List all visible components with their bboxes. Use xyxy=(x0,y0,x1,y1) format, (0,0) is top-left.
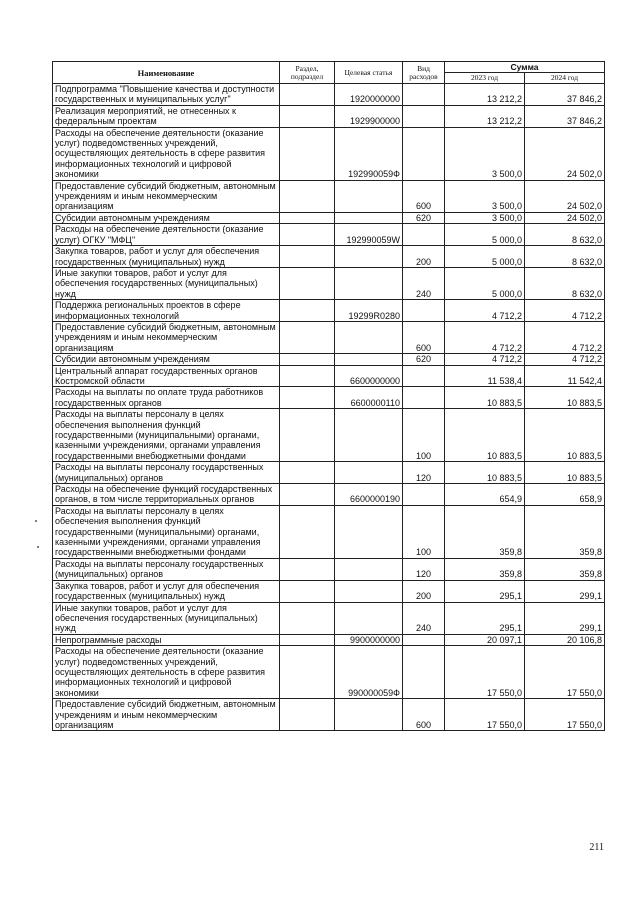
table-row xyxy=(53,602,605,634)
cell-target-article: 192990059W xyxy=(335,224,403,246)
cell-name: Расходы на выплаты персоналу в целях обеспечения выполнения функций государственными (муниципальными) органами, казенными учреждениями, органами управления государственными внебюджетными фондами xyxy=(53,409,280,462)
cell-section xyxy=(280,365,335,387)
cell-sum-2023: 4 712,2 xyxy=(445,354,525,365)
page-number: 211 xyxy=(589,842,604,853)
cell-name: Закупка товаров, работ и услуг для обеспечения государственных (муниципальных) нужд xyxy=(53,580,280,602)
cell-sum-2024: 24 502,0 xyxy=(525,127,605,180)
cell-sum-2024: 4 712,2 xyxy=(525,321,605,353)
cell-target-article xyxy=(335,699,403,731)
table-row xyxy=(53,505,605,558)
cell-expense-type xyxy=(403,365,445,387)
cell-target-article xyxy=(335,462,403,484)
table-row xyxy=(53,212,605,223)
cell-target-article xyxy=(335,321,403,353)
cell-section xyxy=(280,699,335,731)
cell-target-article xyxy=(335,602,403,634)
table-row xyxy=(53,105,605,127)
cell-sum-2024: 658,9 xyxy=(525,484,605,506)
cell-sum-2024: 11 542,4 xyxy=(525,365,605,387)
header-year-2023: 2023 год xyxy=(445,73,525,84)
cell-section xyxy=(280,558,335,580)
cell-sum-2023: 13 212,2 xyxy=(445,105,525,127)
cell-section xyxy=(280,354,335,365)
cell-section xyxy=(280,646,335,699)
cell-expense-type xyxy=(403,387,445,409)
cell-sum-2023: 4 712,2 xyxy=(445,321,525,353)
cell-sum-2023: 654,9 xyxy=(445,484,525,506)
header-year-2024: 2024 год xyxy=(525,73,605,84)
cell-section xyxy=(280,321,335,353)
cell-expense-type: 100 xyxy=(403,409,445,462)
cell-name: Реализация мероприятий, не отнесенных к федеральным проектам xyxy=(53,105,280,127)
cell-target-article: 6600000000 xyxy=(335,365,403,387)
cell-target-article xyxy=(335,246,403,268)
cell-sum-2024: 299,1 xyxy=(525,580,605,602)
cell-expense-type xyxy=(403,224,445,246)
cell-section xyxy=(280,127,335,180)
cell-name: Расходы на обеспечение деятельности (оказание услуг) ОГКУ "МФЦ" xyxy=(53,224,280,246)
cell-section xyxy=(280,246,335,268)
table-row xyxy=(53,580,605,602)
cell-sum-2024: 359,8 xyxy=(525,505,605,558)
cell-expense-type: 600 xyxy=(403,180,445,212)
cell-expense-type: 100 xyxy=(403,505,445,558)
table-row xyxy=(53,387,605,409)
cell-name: Расходы на выплаты персоналу государственных (муниципальных) органов xyxy=(53,462,280,484)
cell-name: Расходы на выплаты персоналу государственных (муниципальных) органов xyxy=(53,558,280,580)
cell-target-article: 192990059Ф xyxy=(335,127,403,180)
cell-expense-type: 120 xyxy=(403,558,445,580)
cell-sum-2023: 10 883,5 xyxy=(445,387,525,409)
cell-section xyxy=(280,212,335,223)
cell-sum-2024: 37 846,2 xyxy=(525,105,605,127)
cell-target-article xyxy=(335,212,403,223)
cell-name: Предоставление субсидий бюджетным, автономным учреждениям и иным некоммерческим организациям xyxy=(53,321,280,353)
cell-section xyxy=(280,180,335,212)
cell-expense-type xyxy=(403,127,445,180)
cell-name: Иные закупки товаров, работ и услуг для обеспечения государственных (муниципальных) нужд xyxy=(53,602,280,634)
cell-name: Расходы на выплаты по оплате труда работников государственных органов xyxy=(53,387,280,409)
cell-section xyxy=(280,602,335,634)
cell-section xyxy=(280,409,335,462)
cell-expense-type: 620 xyxy=(403,354,445,365)
cell-name: Центральный аппарат государственных органов Костромской области xyxy=(53,365,280,387)
table-row xyxy=(53,127,605,180)
table-row xyxy=(53,634,605,645)
header-section: Раздел, подраздел xyxy=(280,62,335,84)
cell-section xyxy=(280,224,335,246)
cell-name: Непрограммные расходы xyxy=(53,634,280,645)
cell-sum-2023: 13 212,2 xyxy=(445,84,525,106)
cell-sum-2024: 17 550,0 xyxy=(525,646,605,699)
cell-target-article xyxy=(335,558,403,580)
cell-sum-2023: 17 550,0 xyxy=(445,646,525,699)
cell-name: Расходы на обеспечение функций государственных органов, в том числе территориальных органов xyxy=(53,484,280,506)
cell-sum-2024: 10 883,5 xyxy=(525,387,605,409)
cell-sum-2024: 4 712,2 xyxy=(525,300,605,322)
cell-target-article: 19299R0280 xyxy=(335,300,403,322)
cell-section xyxy=(280,105,335,127)
table-row xyxy=(53,365,605,387)
cell-sum-2023: 5 000,0 xyxy=(445,267,525,299)
cell-sum-2024: 4 712,2 xyxy=(525,354,605,365)
cell-expense-type xyxy=(403,84,445,106)
cell-sum-2023: 11 538,4 xyxy=(445,365,525,387)
cell-sum-2023: 359,8 xyxy=(445,558,525,580)
table-row xyxy=(53,321,605,353)
cell-sum-2023: 4 712,2 xyxy=(445,300,525,322)
table-row xyxy=(53,300,605,322)
table-body xyxy=(53,84,605,731)
cell-sum-2024: 359,8 xyxy=(525,558,605,580)
cell-name: Подпрограмма "Повышение качества и доступности государственных и муниципальных услуг" xyxy=(53,84,280,106)
cell-sum-2024: 20 106,8 xyxy=(525,634,605,645)
header-name: Наименование xyxy=(53,62,280,84)
cell-expense-type: 600 xyxy=(403,321,445,353)
cell-target-article xyxy=(335,354,403,365)
cell-expense-type: 240 xyxy=(403,602,445,634)
cell-target-article xyxy=(335,180,403,212)
cell-expense-type xyxy=(403,634,445,645)
cell-sum-2023: 10 883,5 xyxy=(445,462,525,484)
cell-sum-2023: 295,1 xyxy=(445,602,525,634)
cell-target-article xyxy=(335,409,403,462)
cell-sum-2023: 20 097,1 xyxy=(445,634,525,645)
table-header xyxy=(53,62,605,84)
cell-target-article: 1929900000 xyxy=(335,105,403,127)
cell-sum-2024: 24 502,0 xyxy=(525,180,605,212)
cell-expense-type: 620 xyxy=(403,212,445,223)
table-row xyxy=(53,409,605,462)
scan-speck xyxy=(35,520,37,522)
cell-name: Иные закупки товаров, работ и услуг для обеспечения государственных (муниципальных) нужд xyxy=(53,267,280,299)
table-row xyxy=(53,354,605,365)
cell-target-article: 6600000110 xyxy=(335,387,403,409)
cell-name: Расходы на обеспечение деятельности (оказание услуг) подведомственных учреждений, осуществляющих деятельность в сфере развития информационных технологий и цифровой экономики xyxy=(53,127,280,180)
table-row xyxy=(53,224,605,246)
table-row xyxy=(53,267,605,299)
cell-sum-2024: 37 846,2 xyxy=(525,84,605,106)
header-sum: Сумма xyxy=(445,62,605,73)
cell-name: Субсидии автономным учреждениям xyxy=(53,354,280,365)
cell-section xyxy=(280,84,335,106)
budget-table xyxy=(52,61,605,731)
cell-name: Поддержка региональных проектов в сфере информационных технологий xyxy=(53,300,280,322)
cell-section xyxy=(280,634,335,645)
cell-target-article: 6600000190 xyxy=(335,484,403,506)
cell-expense-type xyxy=(403,300,445,322)
cell-name: Закупка товаров, работ и услуг для обеспечения государственных (муниципальных) нужд xyxy=(53,246,280,268)
cell-target-article xyxy=(335,580,403,602)
header-target: Целевая статья xyxy=(335,62,403,84)
scan-speck xyxy=(37,546,39,548)
cell-expense-type: 240 xyxy=(403,267,445,299)
cell-expense-type: 600 xyxy=(403,699,445,731)
cell-expense-type xyxy=(403,646,445,699)
cell-sum-2023: 3 500,0 xyxy=(445,127,525,180)
cell-sum-2024: 10 883,5 xyxy=(525,462,605,484)
cell-target-article: 1920000000 xyxy=(335,84,403,106)
table-row xyxy=(53,180,605,212)
cell-section xyxy=(280,462,335,484)
table-row xyxy=(53,558,605,580)
header-type: Вид расходов xyxy=(403,62,445,84)
cell-sum-2023: 295,1 xyxy=(445,580,525,602)
cell-sum-2024: 17 550,0 xyxy=(525,699,605,731)
cell-sum-2023: 5 000,0 xyxy=(445,246,525,268)
table-row xyxy=(53,84,605,106)
table-row xyxy=(53,699,605,731)
cell-sum-2023: 359,8 xyxy=(445,505,525,558)
cell-sum-2024: 8 632,0 xyxy=(525,267,605,299)
cell-name: Расходы на обеспечение деятельности (оказание услуг) подведомственных учреждений, осуществляющих деятельность в сфере развития информационных технологий и цифровой экономики xyxy=(53,646,280,699)
cell-sum-2024: 10 883,5 xyxy=(525,409,605,462)
cell-sum-2024: 24 502,0 xyxy=(525,212,605,223)
cell-target-article: 9900000000 xyxy=(335,634,403,645)
cell-section xyxy=(280,505,335,558)
table-row xyxy=(53,484,605,506)
cell-sum-2024: 299,1 xyxy=(525,602,605,634)
cell-section xyxy=(280,387,335,409)
cell-target-article xyxy=(335,505,403,558)
cell-sum-2023: 3 500,0 xyxy=(445,180,525,212)
cell-expense-type xyxy=(403,484,445,506)
cell-expense-type: 120 xyxy=(403,462,445,484)
cell-name: Предоставление субсидий бюджетным, автономным учреждениям и иным некоммерческим организациям xyxy=(53,699,280,731)
cell-name: Расходы на выплаты персоналу в целях обеспечения выполнения функций государственными (муниципальными) органами, казенными учреждениями, органами управления государственными внебюджетными фондами xyxy=(53,505,280,558)
cell-expense-type xyxy=(403,105,445,127)
cell-sum-2023: 10 883,5 xyxy=(445,409,525,462)
cell-section xyxy=(280,484,335,506)
table-row xyxy=(53,646,605,699)
cell-section xyxy=(280,267,335,299)
cell-sum-2024: 8 632,0 xyxy=(525,224,605,246)
cell-sum-2023: 17 550,0 xyxy=(445,699,525,731)
cell-section xyxy=(280,300,335,322)
cell-target-article xyxy=(335,267,403,299)
cell-sum-2024: 8 632,0 xyxy=(525,246,605,268)
cell-section xyxy=(280,580,335,602)
table-row xyxy=(53,462,605,484)
cell-target-article: 990000059Ф xyxy=(335,646,403,699)
cell-name: Субсидии автономным учреждениям xyxy=(53,212,280,223)
cell-name: Предоставление субсидий бюджетным, автономным учреждениям и иным некоммерческим организациям xyxy=(53,180,280,212)
table-row xyxy=(53,246,605,268)
cell-sum-2023: 5 000,0 xyxy=(445,224,525,246)
cell-expense-type: 200 xyxy=(403,580,445,602)
cell-expense-type: 200 xyxy=(403,246,445,268)
cell-sum-2023: 3 500,0 xyxy=(445,212,525,223)
